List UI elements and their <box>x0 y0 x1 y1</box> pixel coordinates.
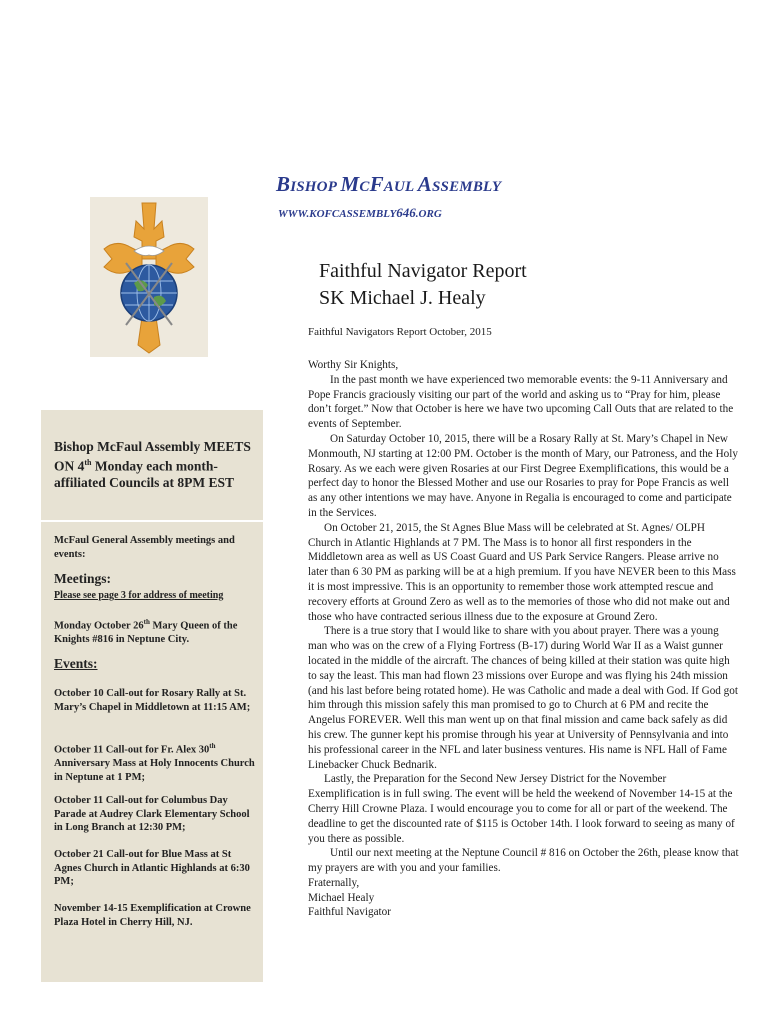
paragraph-rosary-rally: On Saturday October 10, 2015, there will be a Rosary Rally at St. Mary’s Chapel in New Monmouth, NJ starting at 12:00 PM. October is the month of Mary, our Patroness, and the Holy Rosary. As we each were given Rosaries at our First Degree Exemplifications, this would be a perfect day to honor the Blessed Mother and use our Rosaries to pray for Pope Francis as well as any other intentions we may have. Anyone in Regalia is encouraged to come and participate in the Services. <box>308 432 738 519</box>
sidebar-panel <box>41 410 263 982</box>
assembly-website-link[interactable]: WWW.KOFCASSEMBLY646.ORG <box>278 205 442 220</box>
meetings-heading: Meetings: <box>54 571 111 586</box>
paragraph-memorable-events: In the past month we have experienced two memorable events: the 9-11 Anniversary and Pope Francis graciously visiting our part of the world and asking us to “Pray for him, please don’t forget.” Now that October is here we have two upcoming Call Outs that are related to the events of September. <box>308 373 734 431</box>
assembly-meeting-schedule: Bishop McFaul Assembly MEETS ON 4th Monday each month- affiliated Councils at 8PM EST <box>54 439 251 490</box>
fourth-degree-emblem-icon <box>90 197 208 357</box>
sidebar-intro: McFaul General Assembly meetings and events: <box>54 535 235 560</box>
event-item-anniversary-mass: October 11 Call-out for Fr. Alex 30th Anniversary Mass at Holy Innocents Church in Neptune at 1 PM; <box>54 742 255 783</box>
paragraph-next-meeting: Until our next meeting at the Neptune Council # 816 on October the 26th, please know that my prayers are with you and your families. <box>308 847 739 875</box>
events-heading: Events: <box>54 656 98 671</box>
report-title <box>319 258 527 312</box>
report-body <box>308 358 740 920</box>
salutation: Worthy Sir Knights, <box>308 359 399 371</box>
event-item-blue-mass: October 21 Call-out for Blue Mass at St Agnes Church in Atlantic Highlands at 6:30 PM; <box>54 849 250 887</box>
paragraph-prayer-story: There is a true story that I would like to share with you about prayer. There was a young man who was on the crew of a Flying Fortress (B-17) during World War II as a Waist gunner located in the middle of the aircraft. The chances of being killed at their station was quite high to say the least. This man had flown 23 missions over Europe and was flying his 24th mission (and his last before being rotated home). He was Catholic and made a deal with God. If God got him through this mission safely this man promised to go to Church at 6 PM and recite the Angelus FOREVER. Well this man went up on that final mission and came back safely as did his crew. The gunner kept his promise through his year at University of Pennsylvania and into his professional career in the NFL and later business ventures. His name is NFL Hall of Fame Linebacker Chuck Bednarik. <box>308 625 738 771</box>
paragraph-exemplification: Lastly, the Preparation for the Second New Jersey District for the November Exemplification is in full swing. The event will be held the weekend of November 14-15 at the Cherry Hill Crowne Plaza. I would encourage you to come for all or part of the weekend. The deadline to get the discounted rate of $115 is October 14th. I look forward to seeing as many of you there as possible. <box>308 773 735 845</box>
paragraph-blue-mass: On October 21, 2015, the St Agnes Blue Mass will be celebrated at St. Agnes/ OLPH Church in Atlantic Highlands at 7 PM. The Mass is to honor all first responders in the Middletown area as well as US Coast Guard and US Park Service Rangers. Please arrive no later than 6 30 PM as parking will be at a high premium. If you have NEVER been to this Mass it is most impressive. This is an opportunity to remember those work attempted rescue and recovery efforts at Ground Zero as well as to the memories of those who did not make out and those who have contracted serious illness due to the exposure at Ground Zero. <box>308 521 736 623</box>
assembly-title: BISHOP MCFAUL ASSEMBLY <box>276 172 502 196</box>
event-item-columbus-day-parade: October 11 Call-out for Columbus Day Parade at Audrey Clark Elementary School in Long Branch at 12:30 PM; <box>54 795 250 833</box>
event-item-rosary-rally: October 10 Call-out for Rosary Rally at St. Mary’s Chapel in Middletown at 11:15 AM; <box>54 688 251 713</box>
meetings-address-note: Please see page 3 for address of meeting <box>54 590 224 601</box>
sidebar-divider <box>41 520 263 522</box>
event-item-exemplification: November 14-15 Exemplification at Crowne Plaza Hotel in Cherry Hill, NJ. <box>54 903 251 928</box>
report-title-line1: Faithful Navigator Report <box>319 260 527 282</box>
signature-title: Faithful Navigator <box>308 906 391 919</box>
closing: Fraternally, <box>308 876 360 889</box>
meeting-item: Monday October 26th Mary Queen of the Knights #816 in Neptune City. <box>54 618 238 645</box>
signature-name: Michael Healy <box>308 891 375 904</box>
report-subtitle: Faithful Navigators Report October, 2015 <box>308 326 492 338</box>
emblem-graphic <box>90 197 208 357</box>
report-title-line2: SK Michael J. Healy <box>319 287 486 309</box>
